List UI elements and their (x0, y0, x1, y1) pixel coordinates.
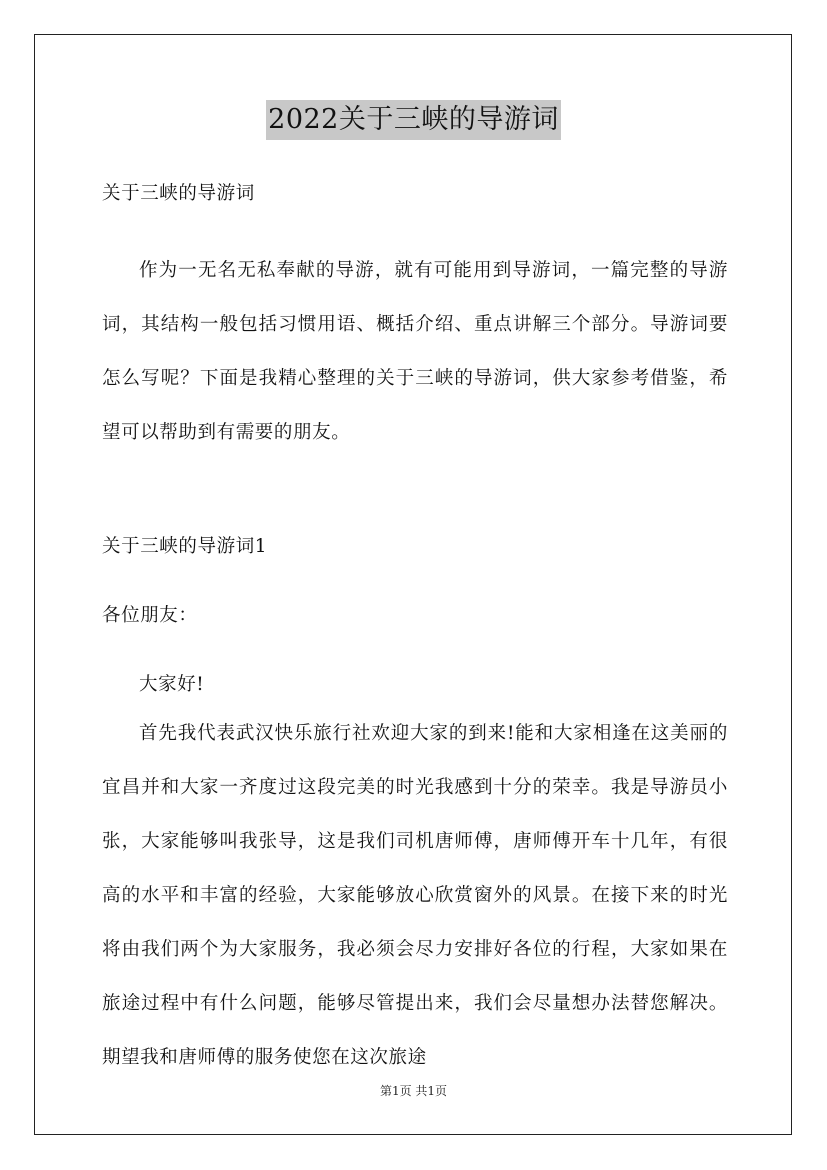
document-title (0, 100, 827, 140)
page-number: 第1页 共1页 (379, 1084, 448, 1098)
intro-paragraph: 作为一无名无私奉献的导游，就有可能用到导游词，一篇完整的导游词，其结构一般包括习惯用语、概括介绍、重点讲解三个部分。导游词要怎么写呢？下面是我精心整理的关于三峡的导游词，供大家参考借鉴，希望可以帮助到有需要的朋友。 (102, 260, 728, 443)
page-footer (0, 1082, 827, 1099)
greeting: 各位朋友： (102, 605, 198, 626)
section-title: 关于三峡的导游词1 (102, 536, 268, 557)
body-paragraph: 首先我代表武汉快乐旅行社欢迎大家的到来!能和大家相逢在这美丽的宜昌并和大家一齐度过这段完美的时光我感到十分的荣幸。我是导游员小张，大家能够叫我张导，这是我们司机唐师傅，唐师傅开车十几年，有很高的水平和丰富的经验，大家能够放心欣赏窗外的风景。在接下来的时光将由我们两个为大家服务，我必须会尽力安排好各位的行程，大家如果在旅途过程中有什么问题，能够尽管提出来，我们会尽量想办法替您解决。期望我和唐师傅的服务使您在这次旅途 (102, 723, 728, 1068)
hello-line: 大家好! (139, 674, 205, 695)
spacer (102, 565, 728, 597)
spacer (102, 460, 728, 528)
document-body (102, 175, 728, 1085)
spacer (102, 212, 728, 244)
document-title-text: 2022关于三峡的导游词 (266, 100, 561, 140)
subtitle: 关于三峡的导游词 (102, 183, 255, 204)
spacer (102, 634, 728, 666)
